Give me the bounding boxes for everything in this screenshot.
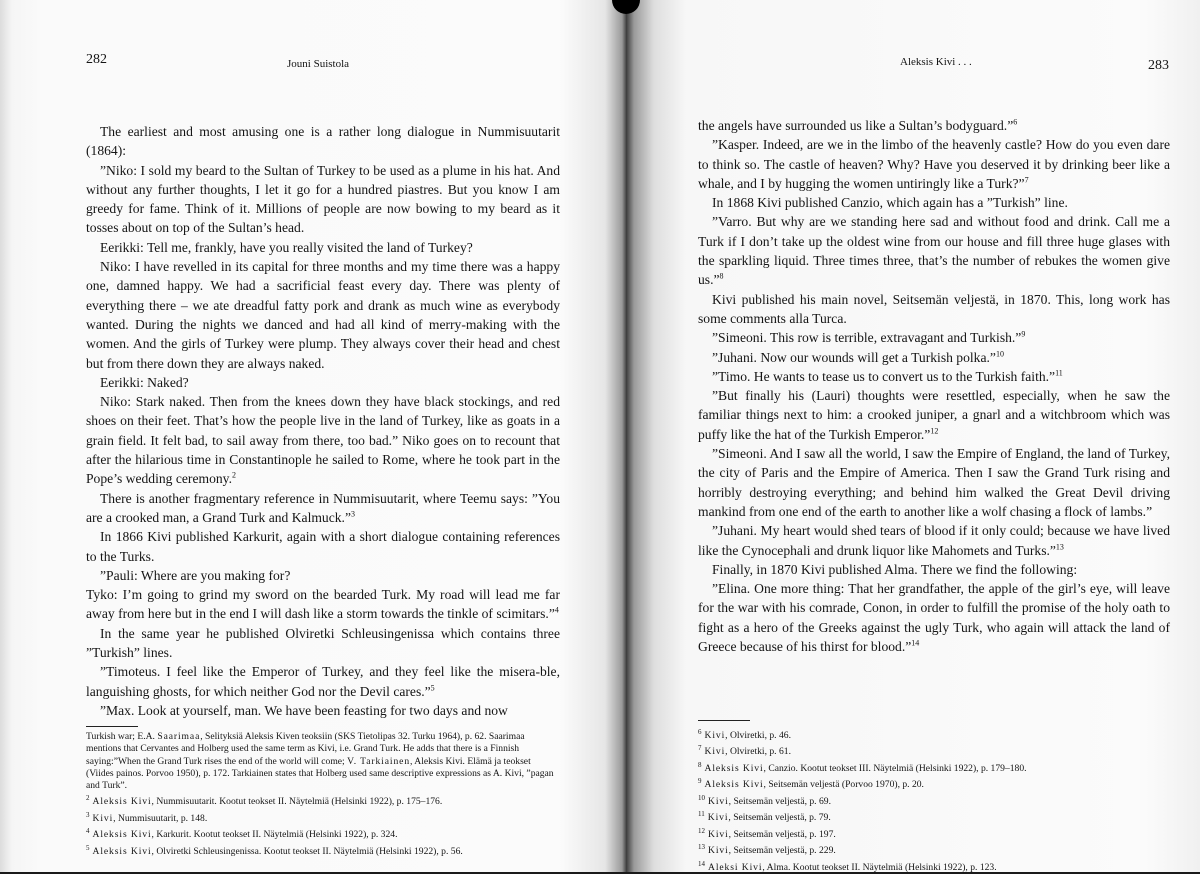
paragraph: Niko: I have revelled in its capital for three months and my time there was a happy one, damned happy. We had a sacrificial feast every day. There was plenty of everything there – we ate dreadful fatty pork and drank as much wine as everybody wanted. During the nights we danced and had all kind of merry-making with the women. And the girls of Turkey were plump. They always cover their head and chest but from there down they are always naked. <box>86 259 560 371</box>
footnote: $^6$ Kivi, Olviretki, p. 46. <box>698 728 791 742</box>
footnote-ref: 14 <box>911 638 920 648</box>
footnote-ref: 8 <box>719 271 724 281</box>
footnote-ref: 5 <box>430 683 435 693</box>
footnote: $^2$ Aleksis Kivi, Nummisuutarit. Kootut teokset II. Näytelmiä (Helsinki 1922), p. 175–176. <box>86 794 443 808</box>
paragraph: ”But finally his (Lauri) thoughts were resettled, especially, when he saw the familiar things next to him: a crooked juniper, a gnarl and a witchbroom which was puffy like the hat of the Turkish Emperor.”$^{12}$ <box>698 388 1170 442</box>
paragraph: ”Timoteus. I feel like the Emperor of Turkey, and they feel like the misera-ble, languishing ghosts, for which neither God nor the Devil cares.”$^5$ <box>86 664 560 699</box>
paragraph: ”Timo. He wants to tease us to convert us to the Turkish faith.”$^{11}$ <box>712 368 1063 384</box>
right-footnotes <box>698 726 1170 874</box>
paragraph: Finally, in 1870 Kivi published Alma. There we find the following: <box>712 561 1078 577</box>
page-number: 283 <box>1148 58 1169 73</box>
footnote-ref: 11 <box>1055 368 1063 378</box>
footnote-ref: 13 <box>1055 542 1064 551</box>
footnote: $^7$ Kivi, Olviretki, p. 61. <box>698 744 791 758</box>
footnote: $^3$ Kivi, Nummisuutarit, p. 148. <box>86 810 208 825</box>
paragraph: Niko: Stark naked. Then from the knees down they have black stockings, and red shoes on their feet. That’s how the people live in the land of Turkey, like as goats in a grain field. It felt bad, to sail away from there, too bad.” Niko goes on to recount that after the hilarious time in Constantinople he sailed to Rome, where he took part in the Pope’s wedding ceremony.$^2$ <box>86 394 560 487</box>
paragraph: ”Simeoni. This row is terrible, extravagant and Turkish.”$^9$ <box>712 329 1026 346</box>
right-page <box>626 0 1200 872</box>
paragraph: In 1868 Kivi published Canzio, which again has a ”Turkish” line. <box>712 195 1068 211</box>
paragraph: ”Niko: I sold my beard to the Sultan of Turkey to be used as a plume in his hat. And without any further thoughts, I let it go for a hundred piastres. But you know I am greedy for fame. Think of it. Millions of people are now bowing to my beard as it tosses about on top of the Sultan’s head. <box>86 162 560 236</box>
paragraph: ”Simeoni. And I saw all the world, I saw the Empire of England, the land of Turkey, the city of Paris and the Empire of America. Then I saw the Grand Turk rising and horribly destroying everything; and behind him walked the Great Devil driving mankind from one end of the earth to another like a wolf chasing a flock of lambs.” <box>698 446 1170 519</box>
running-head: Jouni Suistola <box>287 58 350 70</box>
left-body-text <box>86 122 560 720</box>
paragraph: the angels have surrounded us like a Sultan’s bodyguard.”$^6$ <box>698 117 1018 133</box>
paragraph: There is another fragmentary reference in Nummisuutarit, where Teemu says: ”You are a crooked man, a Grand Turk and Kalmuck.”$^3$ <box>86 490 560 525</box>
footnote-ref: 12 <box>930 426 939 436</box>
footnote-rule <box>86 726 138 727</box>
paragraph: In the same year he published Olviretki Schleusingenissa which contains three ”Turkish” lines. <box>86 625 560 661</box>
footnote-ref: 10 <box>995 349 1004 359</box>
paragraph: Eerikki: Tell me, frankly, have you really visited the land of Turkey? <box>100 239 473 255</box>
paragraph: ”Kasper. Indeed, are we in the limbo of the heavenly castle? How do you even dare to think so. The castle of heaven? Why? Have you deserved it by drinking beer like a whale, and I by hugging the women untiringly like a Turk?”$^7$ <box>698 137 1170 191</box>
footnote-ref: 7 <box>1024 175 1029 185</box>
paragraph: Eerikki: Naked? <box>100 374 189 390</box>
footnote-ref: 6 <box>1013 117 1018 127</box>
paragraph: Tyko: I’m going to grind my sword on the bearded Turk. My road will lead me far away from here but in the end I will dash like a storm towards the tinkle of scimitars.”$^4$ <box>86 587 560 622</box>
footnote: $^{10}$ Kivi, Seitsemän veljestä, p. 69. <box>698 793 831 808</box>
paragraph: ”Juhani. Now our wounds will get a Turkish polka.”$^{10}$ <box>712 349 1004 365</box>
paragraph: ”Pauli: Where are you making for? <box>100 567 291 583</box>
right-body-text <box>698 116 1170 656</box>
paragraph: The earliest and most amusing one is a rather long dialogue in Nummisuutarit (1864): <box>86 124 560 159</box>
footnote-rule <box>698 720 750 721</box>
footnote: $^5$ Aleksis Kivi, Olviretki Schleusingenissa. Kootut teokset II. Näytelmiä (Helsinki 1922), p. 56. <box>86 843 463 858</box>
paragraph: In 1866 Kivi published Karkurit, again with a short dialogue containing references to the Turks. <box>86 529 560 564</box>
footnote: $^8$ Aleksis Kivi, Canzio. Kootut teokset III. Näytelmiä (Helsinki 1922), p. 179–180. <box>698 760 1027 775</box>
page-number: 282 <box>86 52 107 67</box>
footnote: $^9$ Aleksis Kivi, Seitsemän veljestä (Porvoo 1970), p. 20. <box>698 777 924 791</box>
footnote-ref: 2 <box>231 470 236 480</box>
running-head: Aleksis Kivi . . . <box>900 56 972 68</box>
paragraph: ”Juhani. My heart would shed tears of blood if it only could; because we have lived like the Cynocephali and drunk liquor like Mahomets and Turks.”$^{13}$ <box>698 523 1170 558</box>
footnote: $^{14}$ Aleksi Kivi, Alma. Kootut teokset II. Näytelmiä (Helsinki 1922), p. 123. <box>698 859 997 874</box>
paragraph: ”Max. Look at yourself, man. We have been feasting for two days and now <box>100 702 508 718</box>
paragraph: ”Varro. But why are we standing here sad and without food and drink. Call me a Turk if I don’t take up the oldest wine from our house and fill three huge glases with the sparkling liquid. Three times three, that’s the number of rebukes the women give us.”$^8$ <box>698 214 1170 288</box>
footnote: $^4$ Aleksis Kivi, Karkurit. Kootut teokset II. Näytelmiä (Helsinki 1922), p. 324. <box>86 827 398 841</box>
footnote: $^{13}$ Kivi, Seitsemän veljestä, p. 229. <box>698 843 836 857</box>
footnote-ref: 9 <box>1021 329 1026 339</box>
paragraph: Kivi published his main novel, Seitsemän veljestä, in 1870. This, long work has some comments alla Turca. <box>698 291 1170 326</box>
footnote-ref: 3 <box>351 509 355 519</box>
footnote: $^{11}$ Kivi, Seitsemän veljestä, p. 79. <box>698 810 831 824</box>
footnote-ref: 4 <box>554 605 559 615</box>
footnote: $^{12}$ Kivi, Seitsemän veljestä, p. 197. <box>698 826 836 841</box>
footnote: Turkish war; E.A. Saarimaa, Selityksiä Aleksis Kiven teoksiin (SKS Tietolipas 32. Turku 1964), p. 62. Saarimaa mentions that Cervantes and Holberg used the same term as Kivi, i.e. Grand Turk. He adds that there is a Finnish saying:”When the Grand Turk rises the end of the world will come; V. Tarkiainen, Aleksis Kivi. Elämä ja teokset (Viides painos. Porvoo 1950), p. 172. Tarkiainen states that Holberg used same descriptive expressions as A. Kivi, ”pagan and Turk”. <box>86 731 554 792</box>
paragraph: ”Elina. One more thing: That her grandfather, the apple of the girl’s eye, will leave for the war with his comrade, Conon, in order to fulfill the promise of the holy oath to fight as a hero of the Greeks against the ugly Turk, who again will attack the land of Greece because of his thirst for blood.”$^{14}$ <box>698 581 1170 655</box>
left-footnotes <box>86 731 560 858</box>
